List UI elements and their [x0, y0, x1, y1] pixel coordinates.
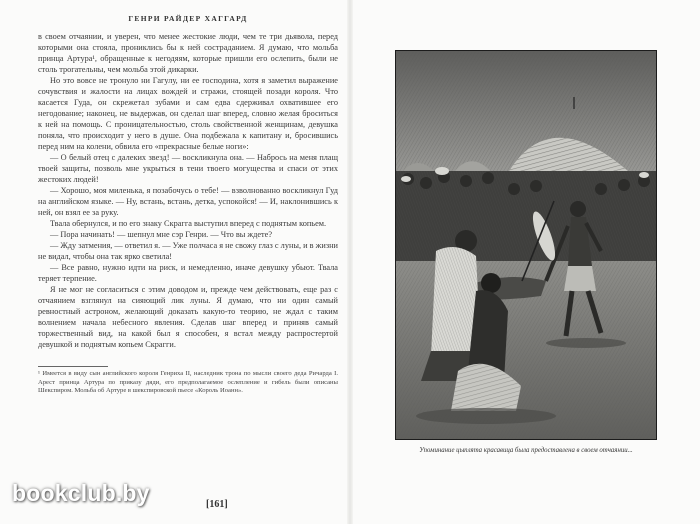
- body-text: [38, 31, 338, 350]
- engraving-image: [396, 51, 657, 440]
- footnote: ¹ Имеется в виду сын английского короля Генриха II, наследник трона по мысли своего деда Ричарда I. Арест принца Артура по приказу дяди, его предполагаемое ослепление и гибель были описаны Шекспиром. Мольба об Артуре в шекспировской пьесе «Король Иоанн».: [38, 370, 338, 395]
- page-gutter: [347, 0, 353, 524]
- watermark-logo: bookclub.by: [12, 480, 150, 506]
- running-head: ГЕНРИ РАЙДЕР ХАГГАРД: [128, 14, 248, 23]
- paragraph: Твала обернулся, и по его знаку Скрагга выступил вперед с поднятым копьем.: [50, 219, 327, 228]
- paragraph: Но это вовсе не тронуло ни Гагулу, ни ее господина, хотя я заметил выражение сочувствия и жалости на лицах вождей и стражи, стоящей позади короля. Что касается Гуда, он скрежетал зубами и сам едва сдерживал охватившее его негодование; наконец, не выдержав, он сделал шаг вперед, словно желая броситься к ней на помощь. С проницательностью, столь свойственной женщинам, девушка поняла, что происходит у него в душе. Она подбежала к капитану и, бросившись перед ним на колени, обвила его «прекрасные белые ноги»:: [38, 76, 338, 151]
- left-page: [38, 14, 338, 514]
- paragraph: — Хорошо, моя миленька, я позабочусь о тебе! — взволнованно воскликнул Гуд на английском языке. — Ну, встань, встань, детка, успокойся! — И, наклонившись к ней, он взял ее за руку.: [38, 186, 338, 217]
- paragraph: — Все равно, нужно идти на риск, и немедленно, иначе девушку убьют. Твала теряет терпение.: [38, 263, 338, 283]
- engraving-illustration: [395, 50, 657, 440]
- paragraph: — О белый отец с далеких звезд! — воскликнула она. — Набрось на меня плащ твоей защиты, позволь мне укрыться в тени твоего могущества и спаси от этих жестоких людей!: [38, 153, 338, 184]
- paragraph: — Жду затмения, — ответил я. — Уже полчаса я не свожу глаз с луны, и в жизни не видал, чтобы она так ярко светила!: [38, 241, 338, 261]
- page-number: [161]: [206, 499, 228, 510]
- paragraph: — Пора начинать! — шепнул мне сэр Генри. — Что вы ждете?: [50, 230, 273, 239]
- illustration-caption: Упоминание цыплята красавица была предоставлена в своем отчаянии...: [419, 447, 633, 454]
- paragraph: Я не мог не согласиться с этим доводом и, прежде чем действовать, еще раз с отчаянием взглянул на сияющий лик луны. Я думаю, что ни один самый ревностный астроном, желающий доказать какую-то теорию, не ждал с таким волнением начала небесного явления. Сделав шаг вперед и приняв самый торжественный вид, на какой был я способен, я встал между распростертой девушкой и поднятым копьем Скрагги.: [38, 285, 338, 349]
- paragraph: в своем отчаянии, и уверен, что менее жестокие люди, чем те три дьявола, перед которыми она стояла, прониклись бы к ней состраданием. Я думаю, что мольба принца Артура¹, обращенные к негодяям, которые пришли его ослепить, были не столь трогательны, чем мольба этой дикарки.: [38, 32, 338, 74]
- footnote-rule: [38, 366, 108, 367]
